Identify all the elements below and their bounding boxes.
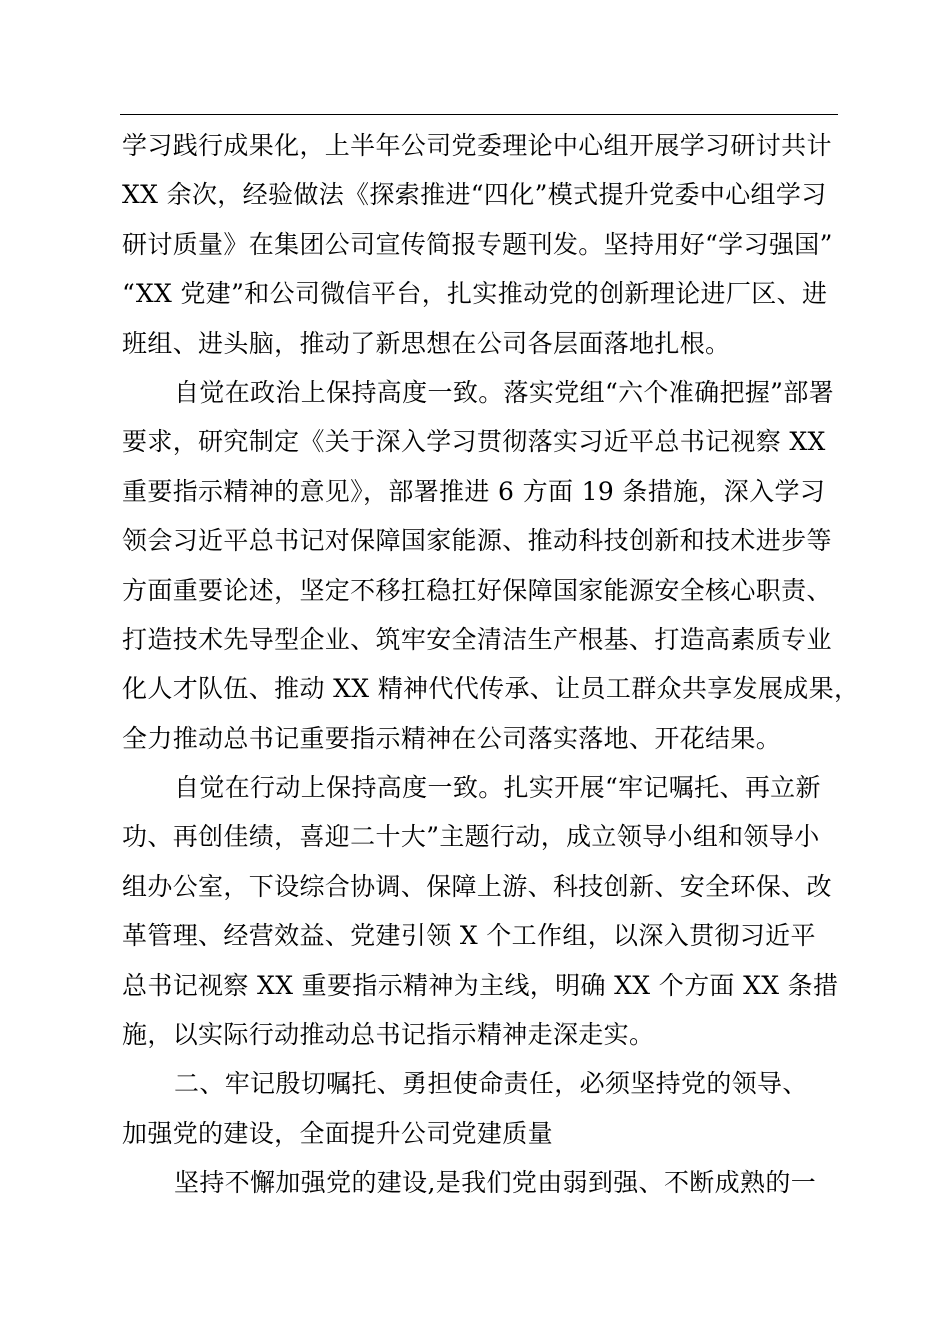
paragraph-start-line: 自觉在政治上保持高度一致。落实党组“六个准确把握”部署 [174,377,835,407]
text-line: 施，以实际行动推动总书记指示精神走深走实。 [122,1020,655,1050]
text-line: 方面重要论述，坚定不移扛稳扛好保障国家能源安全核心职责、 [122,575,832,605]
text-line: 研讨质量》在集团公司宣传简报专题刊发。坚持用好“学习强国” [122,229,833,259]
text-line: 化人才队伍、推动 XX 精神代代传承、让员工群众共享发展成果， [122,674,860,704]
paragraph-start-line: 坚持不懈加强党的建设,是我们党由弱到强、不断成熟的一 [174,1168,817,1198]
text-line: 组办公室，下设综合协调、保障上游、科技创新、安全环保、改 [122,871,832,901]
text-line: 要求，研究制定《关于深入学习贯彻落实习近平总书记视察 XX [122,427,826,457]
section-heading-line: 二、牢记殷切嘱托、勇担使命责任，必须坚持党的领导、 [174,1069,808,1099]
document-body [122,121,860,1208]
text-line: 功、再创佳绩，喜迎二十大”主题行动，成立领导小组和领导小 [122,822,820,852]
text-line: 学习践行成果化，上半年公司党委理论中心组开展学习研讨共计 [122,131,832,160]
text-line: 打造技术先导型企业、筑牢安全清洁生产根基、打造高素质专业 [122,624,832,654]
text-line: 全力推动总书记重要指示精神在公司落实落地、开花结果。 [122,723,782,753]
section-heading-line: 加强党的建设，全面提升公司党建质量 [122,1118,553,1148]
text-line: XX 余次，经验做法《探索推进“四化”模式提升党委中心组学习 [122,180,827,210]
header-rule [120,114,838,115]
text-line: “XX 党建”和公司微信平台，扎实推动党的创新理论进厂区、进 [122,279,828,309]
paragraph-start-line: 自觉在行动上保持高度一致。扎实开展“牢记嘱托、再立新 [174,773,821,803]
text-line: 革管理、经营效益、党建引领 X 个工作组，以深入贯彻习近平 [122,921,816,951]
text-line: 班组、进头脑，推动了新思想在公司各层面落地扎根。 [122,328,731,358]
text-line: 总书记视察 XX 重要指示精神为主线，明确 XX 个方面 XX 条措 [122,970,839,1000]
text-line: 重要指示精神的意见》，部署推进 6 方面 19 条措施，深入学习 [122,476,826,506]
text-line: 领会习近平总书记对保障国家能源、推动科技创新和技术进步等 [122,526,832,556]
